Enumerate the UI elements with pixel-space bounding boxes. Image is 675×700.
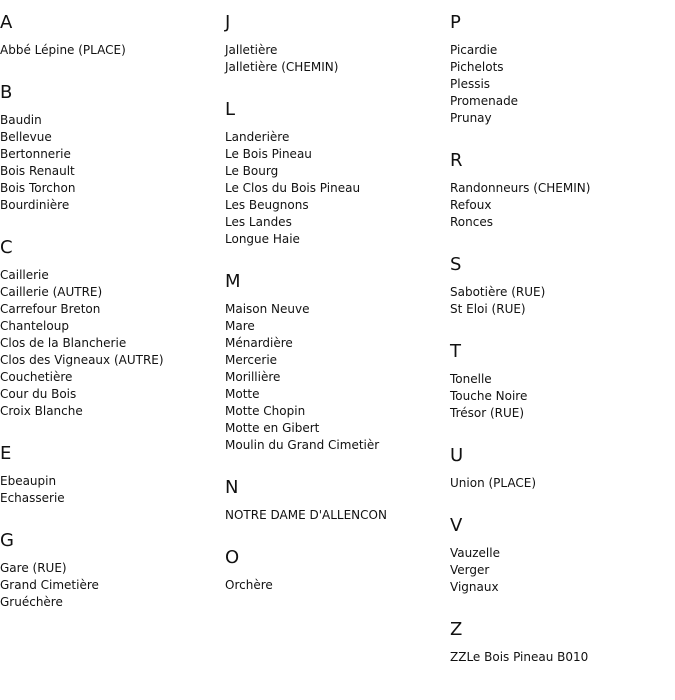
place-name: Mercerie [225,353,278,367]
place-name: Couchetière [0,370,73,384]
letter-heading: C [0,237,13,258]
place-name: Croix Blanche [0,404,83,418]
place-name: Tonelle [450,372,492,386]
place-name: Ebeaupin [0,474,57,488]
place-list [225,42,338,76]
place-name: Clos des Vigneaux (AUTRE) [0,353,164,367]
letter-section-a [0,12,126,59]
place-list [0,112,75,214]
letter-heading: O [225,547,240,568]
place-name: Bois Torchon [0,181,76,195]
letter-heading: V [450,515,463,536]
letter-heading: A [0,12,13,33]
place-name: Jalletière (CHEMIN) [225,60,339,74]
place-list [0,560,99,611]
place-name: Plessis [450,77,491,91]
place-name: Ménardière [225,336,293,350]
place-list [450,545,500,596]
place-name: Mare [225,319,255,333]
place-name: Motte [225,387,260,401]
place-name: Clos de la Blancherie [0,336,127,350]
place-name: Motte Chopin [225,404,306,418]
place-name: Bertonnerie [0,147,71,161]
place-name: Maison Neuve [225,302,310,316]
place-name: Cour du Bois [0,387,77,401]
place-name: Vignaux [450,580,499,594]
letter-heading: L [225,99,236,120]
letter-heading: E [0,443,12,464]
place-name: Picardie [450,43,498,57]
place-name: Trésor (RUE) [450,406,525,420]
letter-section-t [450,341,527,422]
letter-section-r [450,150,590,231]
place-name: Jalletière [225,43,278,57]
place-name: NOTRE DAME D'ALLENCON [225,508,387,522]
place-name: Bourdinière [0,198,70,212]
letter-heading: Z [450,619,463,640]
place-name: Moulin du Grand Cimetièr [225,438,380,452]
place-list [0,473,65,507]
place-name: Touche Noire [450,389,528,403]
place-list [0,267,164,420]
place-name: Morillière [225,370,281,384]
place-name: Gare (RUE) [0,561,67,575]
letter-heading: J [225,12,231,33]
place-name: Baudin [0,113,42,127]
letter-heading: P [450,12,461,33]
place-list [225,129,360,248]
place-name: Refoux [450,198,492,212]
letter-section-g [0,530,99,611]
place-name: Promenade [450,94,519,108]
letter-section-s [450,254,545,318]
letter-section-n [225,477,387,524]
place-name: Gruéchère [0,595,63,609]
place-list [0,42,126,59]
letter-heading: M [225,271,241,292]
place-name: Bois Renault [0,164,75,178]
place-name: Carrefour Breton [0,302,101,316]
letter-section-b [0,82,75,214]
letter-section-l [225,99,360,248]
place-list [225,301,379,454]
place-name: Randonneurs (CHEMIN) [450,181,591,195]
place-name: St Eloi (RUE) [450,302,526,316]
place-name: Le Bois Pineau [225,147,312,161]
place-name: Verger [450,563,490,577]
place-name: Ronces [450,215,493,229]
letter-section-j [225,12,338,76]
letter-heading: S [450,254,462,275]
place-name: ZZLe Bois Pineau B010 [450,650,589,664]
place-name: Chanteloup [0,319,69,333]
letter-section-v [450,515,500,596]
place-list [450,649,588,666]
place-name: Le Clos du Bois Pineau [225,181,361,195]
place-name: Les Beugnons [225,198,309,212]
place-name: Vauzelle [450,546,500,560]
letter-heading: G [0,530,14,551]
place-list [225,507,387,524]
letter-section-m [225,271,379,454]
letter-heading: R [450,150,463,171]
place-list [450,475,536,492]
place-list [450,284,545,318]
letter-heading: B [0,82,13,103]
place-name: Longue Haie [225,232,300,246]
place-list [450,180,590,231]
letter-section-p [450,12,518,127]
place-name: Landerière [225,130,290,144]
place-name: Prunay [450,111,492,125]
letter-section-o [225,547,273,594]
place-name: Motte en Gibert [225,421,320,435]
letter-section-c [0,237,164,420]
letter-heading: T [450,341,461,362]
letter-heading: U [450,445,464,466]
letter-section-u [450,445,536,492]
place-name: Union (PLACE) [450,476,537,490]
place-name: Pichelots [450,60,504,74]
place-list [450,371,527,422]
place-name: Echasserie [0,491,65,505]
place-name: Bellevue [0,130,52,144]
place-name: Les Landes [225,215,292,229]
place-name: Grand Cimetière [0,578,99,592]
place-name: Orchère [225,578,273,592]
letter-section-e [0,443,65,507]
place-name: Le Bourg [225,164,279,178]
place-name: Sabotière (RUE) [450,285,546,299]
letter-heading: N [225,477,239,498]
place-name: Caillerie (AUTRE) [0,285,103,299]
place-name: Caillerie [0,268,49,282]
letter-section-z [450,619,588,666]
place-list [450,42,518,127]
place-list [225,577,273,594]
place-name: Abbé Lépine (PLACE) [0,43,126,57]
